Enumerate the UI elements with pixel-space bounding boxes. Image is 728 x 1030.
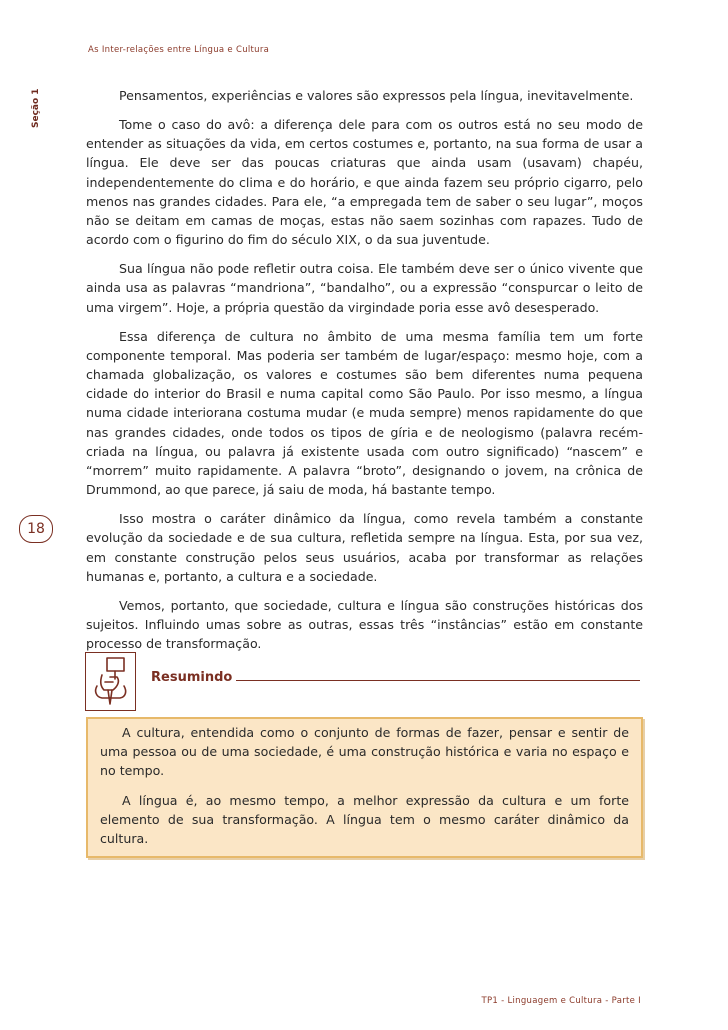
running-footer: TP1 - Linguagem e Cultura - Parte I bbox=[481, 996, 641, 1006]
section-label bbox=[31, 80, 45, 130]
paragraph: Tome o caso do avô: a diferença dele para com os outros está no seu modo de entender as situações da vida, em certos costumes e, portanto, na sua forma de usar a língua. Ele deve ser das poucas criaturas que ainda usam (usavam) chapéu, independentemente do clima e do horário, e que ainda fazem seu próprio cigarro, pelo menos nas grandes cidades. Para ele, “a empregada tem de saber o seu lugar”, moços não se deitam em camas de moças, estas não saem sozinhas com rapazes. Tudo de acordo com o figurino do fim do século XIX, o da sua juventude. bbox=[86, 117, 643, 248]
paragraph: Isso mostra o caráter dinâmico da língua, como revela também a constante evolução da sociedade e de sua cultura, refletida sempre na língua. Esta, por sua vez, em constante construção pelos seus usuários, acaba por transformar as relações humanas e, portanto, a cultura e a sociedade. bbox=[86, 511, 643, 584]
paragraph: Pensamentos, experiências e valores são expressos pela língua, inevitavelmente. bbox=[119, 88, 634, 103]
summary-box bbox=[86, 717, 643, 858]
section-label-text: Seção 1 bbox=[31, 88, 41, 128]
paragraph: Sua língua não pode refletir outra coisa. Ele também deve ser o único vivente que ainda usa as palavras “mandriona”, “bandalho”, ou a expressão “conspurcar o leito de uma virgem”. Hoje, a própria questão da virgindade poria esse avô desesperado. bbox=[86, 261, 643, 315]
paragraph: Vemos, portanto, que sociedade, cultura e língua são construções históricas dos sujeitos. Influindo umas sobre as outras, essas três “instâncias” estão em constante processo de transformação. bbox=[86, 597, 643, 652]
running-header: As Inter-relações entre Língua e Cultura bbox=[88, 45, 270, 55]
summary-title: Resumindo bbox=[151, 670, 233, 685]
page-number: 18 bbox=[19, 515, 53, 543]
summary-paragraph: A cultura, entendida como o conjunto de formas de fazer, pensar e sentir de uma pessoa ou de uma sociedade, é uma construção histórica e varia no espaço e no tempo. bbox=[100, 725, 629, 779]
main-text bbox=[86, 86, 643, 663]
paragraph: Essa diferença de cultura no âmbito de uma mesma família tem um forte componente temporal. Mas poderia ser também de lugar/espaço: mesmo hoje, com a chamada globalização, os valores e costumes são bem diferentes numa pequena cidade do interior do Brasil e numa capital como São Paulo. Por isso mesmo, a língua numa cidade interiorana costuma mudar (e muda sempre) menos rapidamente do que nas grandes cidades, onde todos os tipos de gíria e de neologismo (palavra recém-criada na língua, ou palavra já existente usada com outro significado) “nascem” e “morrem” muito rapidamente. A palavra “broto”, designando o jovem, na crônica de Drummond, ao que parece, já saiu de moda, há bastante tempo. bbox=[86, 328, 643, 498]
summary-paragraph: A língua é, ao mesmo tempo, a melhor expressão da cultura e um forte elemento de sua transformação. A língua tem o mesmo caráter dinâmico da cultura. bbox=[100, 792, 629, 847]
writing-hand-icon bbox=[85, 652, 136, 711]
divider bbox=[236, 680, 640, 681]
